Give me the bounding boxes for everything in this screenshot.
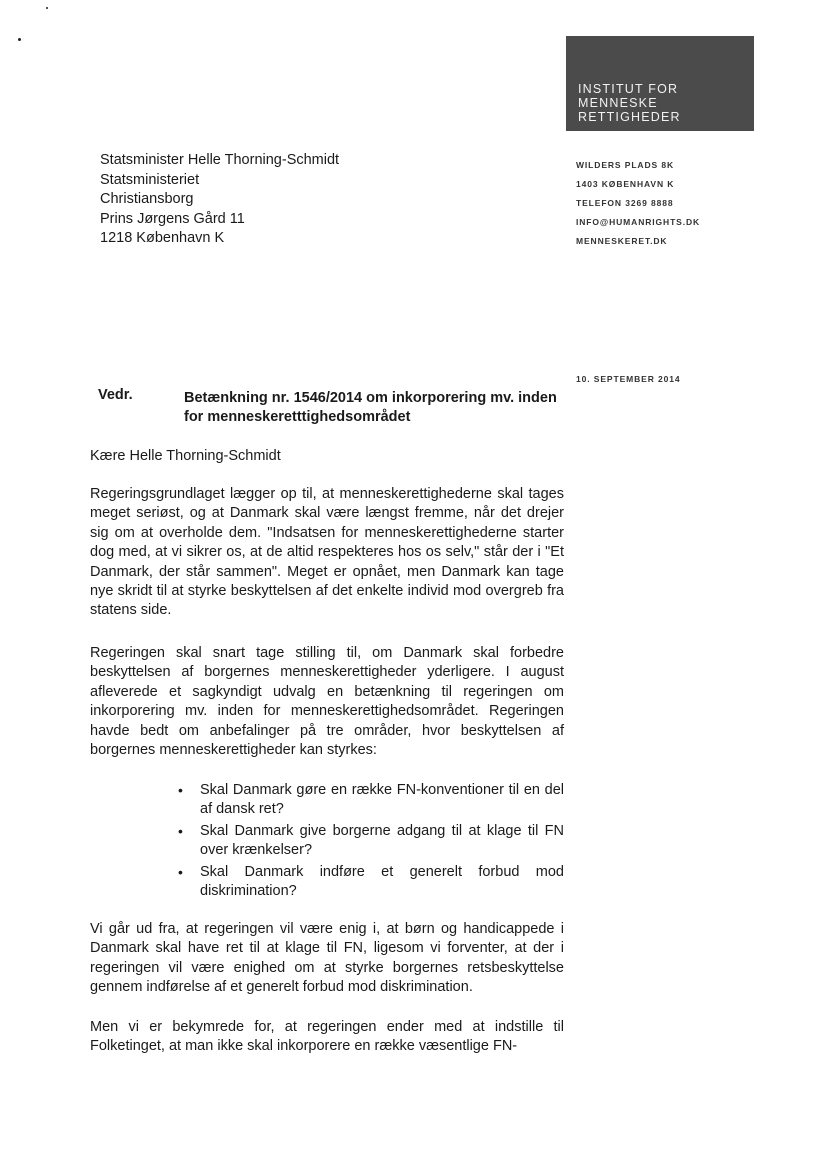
body-paragraph: Regeringen skal snart tage stilling til, om Danmark skal forbedre beskyttelsen af borgernes menneskerettigheder yderligere. I august afleverede et sagkyndigt udvalg en betænkning til regeringen om inkorporering mv. inden for menneskerettighedsområdet. Regeringen havde bedt om anbefalinger på tre områder, hvor beskyttelsen af borgernes menneskerettigheder kan styrkes: xyxy=(90,645,564,759)
subject-label: Vedr. xyxy=(98,387,133,403)
logo-text xyxy=(578,82,681,124)
institute-logo xyxy=(566,36,754,131)
list-item-text: Skal Danmark indføre et generelt forbud mod diskrimination? xyxy=(200,863,564,900)
bullet-icon: • xyxy=(178,822,183,839)
bullet-icon: • xyxy=(178,782,183,798)
salutation: Kære Helle Thorning-Schmidt xyxy=(90,448,281,464)
bullet-list xyxy=(176,781,564,903)
logo-line: INSTITUT FOR xyxy=(578,82,679,96)
recipient-line: Christiansborg xyxy=(100,191,194,207)
subject-text: Betænkning nr. 1546/2014 om inkorporering mv. inden for menneskeretttighedsområdet xyxy=(184,390,557,425)
list-item xyxy=(176,822,564,861)
scan-speck xyxy=(46,7,48,9)
bullet-icon: • xyxy=(178,863,183,880)
sender-contact xyxy=(576,156,700,251)
recipient-line: Prins Jørgens Gård 11 xyxy=(100,210,245,227)
contact-email: INFO@HUMANRIGHTS.DK xyxy=(576,217,701,227)
body-paragraph: Men vi er bekymrede for, at regeringen ender med at indstille til Folketinget, at man ikke skal inkorporere en række væsentlige FN- xyxy=(90,1019,564,1055)
list-item-text: Skal Danmark gøre en række FN-konventioner til en del af dansk ret? xyxy=(200,782,564,818)
body-paragraph: Vi går ud fra, at regeringen vil være enig i, at børn og handicappede i Danmark skal have ret til at klage til FN, ligesom vi forventer, at der i regeringen vil være enighed om at styrke borgernes retsbeskyttelse gennem indførelse af et generelt forbud mod diskrimination. xyxy=(90,921,564,996)
recipient-line: Statsminister Helle Thorning-Schmidt xyxy=(100,152,340,168)
contact-website: MENNESKERET.DK xyxy=(576,236,668,246)
scan-speck xyxy=(18,38,21,41)
list-item xyxy=(176,781,564,820)
body-paragraph: Regeringsgrundlaget lægger op til, at menneskerettighederne skal tages meget seriøst, og at Danmark skal være længst fremme, når det drejer sig om at overholde dem. "Indsatsen for menneskerettighederne starter dog med, at vi sikrer os, at de altid respekteres hos os selv," står der i "Et Danmark, der står sammen". Meget er opnået, men Danmark kan tage nye skridt til at styrke beskyttelsen af det enkelte individ mod overgreb fra statens side. xyxy=(90,486,564,619)
list-item xyxy=(176,863,564,902)
logo-line: MENNESKE xyxy=(578,96,658,110)
list-item-text: Skal Danmark give borgerne adgang til at klage til FN over krænkelser? xyxy=(200,822,564,859)
contact-phone: TELEFON 3269 8888 xyxy=(576,198,674,208)
logo-line: RETTIGHEDER xyxy=(578,110,681,124)
contact-city: 1403 KØBENHAVN K xyxy=(576,179,675,189)
letter-date: 10. SEPTEMBER 2014 xyxy=(576,374,681,384)
recipient-line: Statsministeriet xyxy=(100,171,200,188)
recipient-line: 1218 København K xyxy=(100,230,225,246)
recipient-address xyxy=(100,151,339,249)
contact-street: WILDERS PLADS 8K xyxy=(576,160,674,170)
